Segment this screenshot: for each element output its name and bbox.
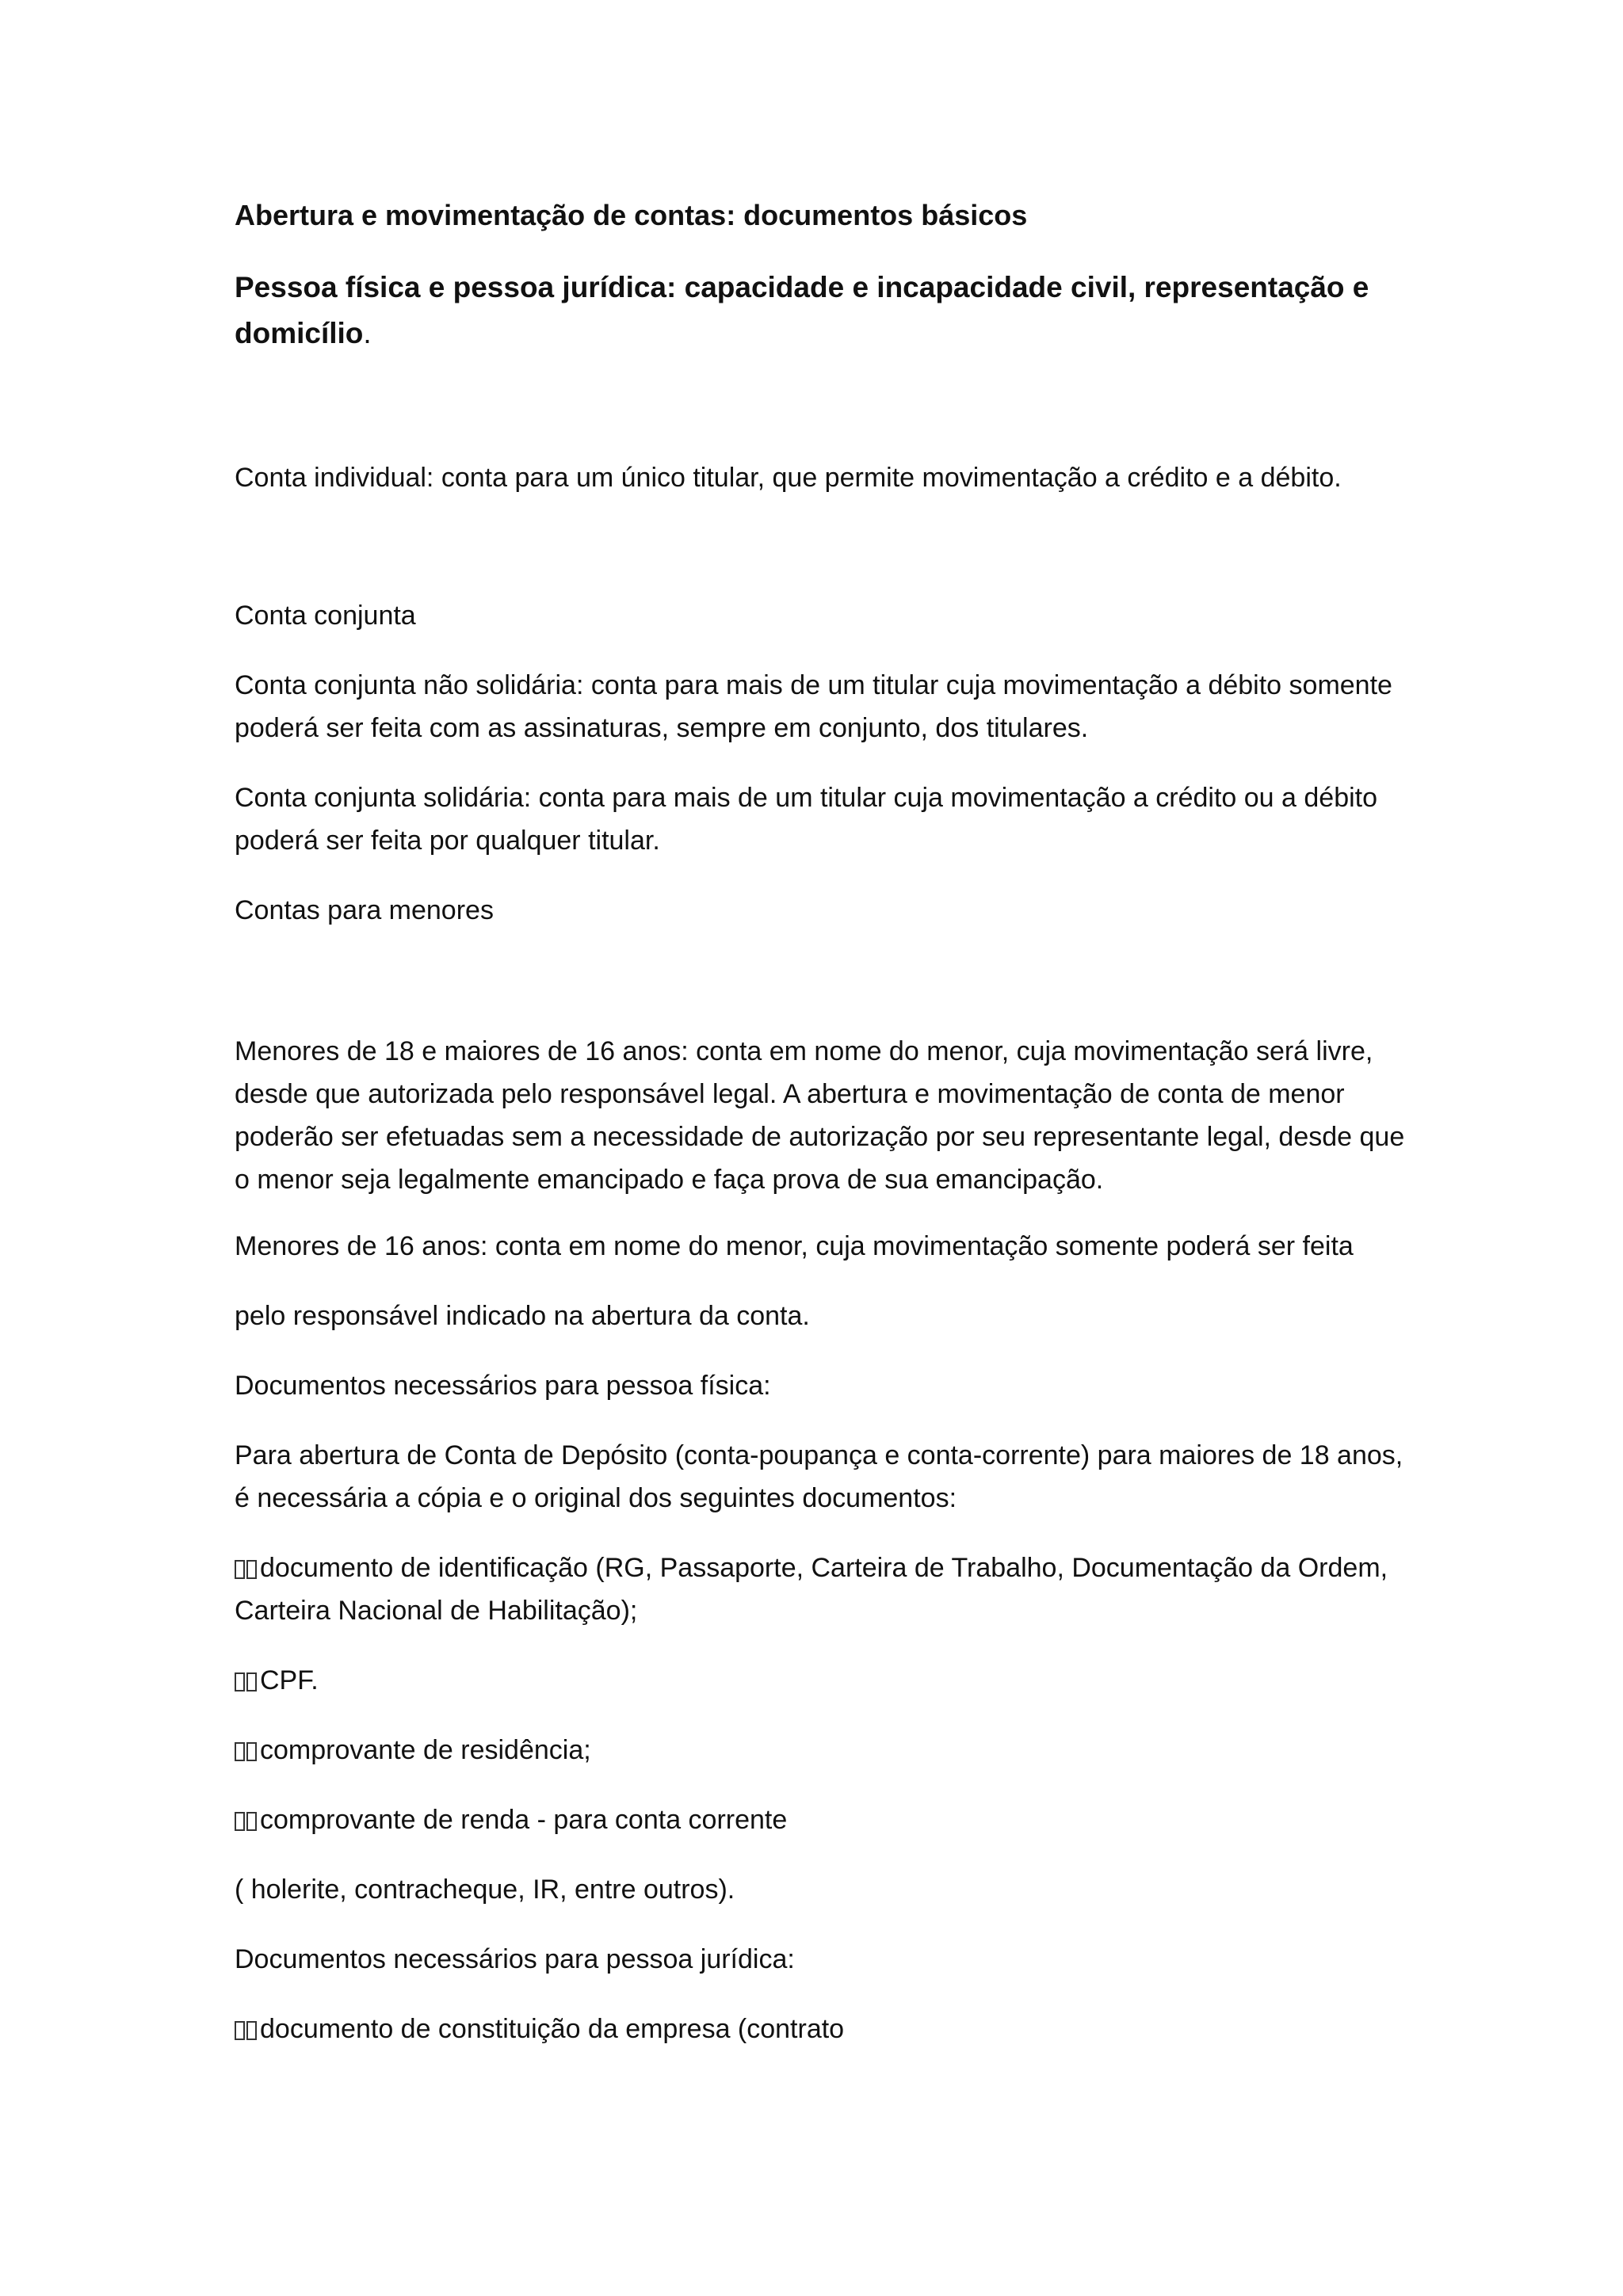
paragraph-conta-conjunta: Conta conjunta [235,601,416,631]
list-item-renda [235,1798,1407,1841]
paragraph-conjunta-nao-solidaria: Conta conjunta não solidária: conta para mais de um titular cuja movimentação a débito somente poderá ser feita com as assinaturas, sempre em conjunto, dos titulares. [235,670,1392,743]
list-item-cpf [235,1659,1407,1702]
paragraph-renda-note: ( holerite, contracheque, IR, entre outros). [235,1875,735,1905]
section-heading [235,265,1407,357]
list-item-residencia [235,1729,1407,1772]
list-item-constituicao [235,2008,1407,2050]
list-item-text: documento de identificação (RG, Passaporte, Carteira de Trabalho, Documentação da Ordem, Carteira Nacional de Habilitação); [235,1553,1388,1626]
paragraph-docs-pf-title: Documentos necessários para pessoa física: [235,1371,771,1401]
list-item-text: comprovante de renda - para conta corrente [260,1805,788,1835]
section-heading-text: Pessoa física e pessoa jurídica: capacidade e incapacidade civil, representação e domicílio [235,271,1369,349]
paragraph-contas-menores: Contas para menores [235,895,494,925]
missing-glyph-icon [235,1798,258,1841]
list-item-text: documento de constituição da empresa (contrato [260,2014,845,2044]
missing-glyph-icon [235,2008,258,2050]
paragraph-conjunta-solidaria: Conta conjunta solidária: conta para mais de um titular cuja movimentação a crédito ou a débito poderá ser feita por qualquer titular. [235,783,1378,856]
section-heading-suffix: . [363,317,372,349]
paragraph-docs-pj-title: Documentos necessários para pessoa jurídica: [235,1944,795,1974]
paragraph-responsavel: pelo responsável indicado na abertura da conta. [235,1301,810,1331]
document-title: Abertura e movimentação de contas: documentos básicos [235,199,1028,231]
missing-glyph-icon [235,1659,258,1702]
missing-glyph-icon [235,1729,258,1772]
paragraph-menores-16-18: Menores de 18 e maiores de 16 anos: conta em nome do menor, cuja movimentação será livre, desde que autorizada pelo responsável legal. A abertura e movimentação de conta de menor poderão ser efetuadas sem a necessidade de autorização por seu representante legal, desde que o menor seja legalmente emancipado e faça prova de sua emancipação. [235,1036,1405,1195]
list-item-text: comprovante de residência; [260,1735,591,1765]
list-item-identificacao [235,1547,1407,1632]
paragraph-menores-16: Menores de 16 anos: conta em nome do menor, cuja movimentação somente poderá ser feita [235,1231,1354,1261]
list-item-text: CPF. [260,1665,319,1695]
paragraph-conta-deposito: Para abertura de Conta de Depósito (conta-poupança e conta-corrente) para maiores de 18 anos, é necessária a cópia e o original dos seguintes documentos: [235,1440,1403,1513]
missing-glyph-icon [235,1547,258,1589]
paragraph-conta-individual: Conta individual: conta para um único titular, que permite movimentação a crédito e a débito. [235,463,1342,493]
